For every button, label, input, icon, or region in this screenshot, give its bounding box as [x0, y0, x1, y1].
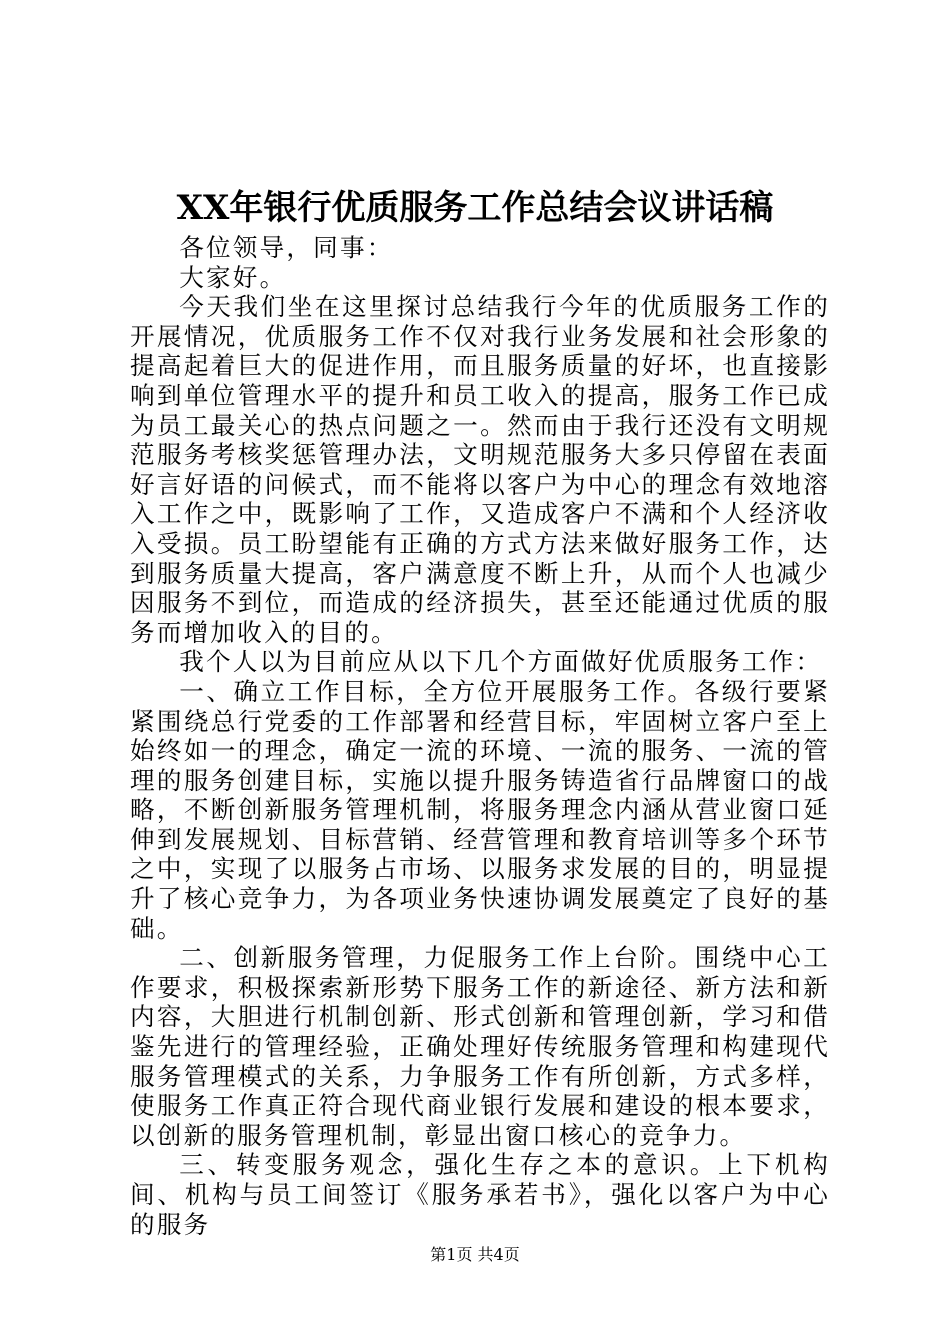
document-title: XX年银行优质服务工作总结会议讲话稿 [176, 188, 774, 228]
paragraph-point-3: 三、转变服务观念，强化生存之本的意识。上下机构间、机构与员工间签订《服务承若书》，强化以客户为中心的服务 [130, 1150, 830, 1239]
document-body [130, 233, 830, 1239]
greeting: 大家好。 [179, 262, 287, 292]
paragraph-intro: 今天我们坐在这里探讨总结我行今年的优质服务工作的开展情况，优质服务工作不仅对我行业务发展和社会形象的提高起着巨大的促进作用，而且服务质量的好坏，也直接影响到单位管理水平的提升和员工收入的提高，服务工作已成为员工最关心的热点问题之一。然而由于我行还没有文明规范服务考核奖惩管理办法，文明规范服务大多只停留在表面好言好语的问候式，而不能将以客户为中心的理念有效地溶入工作之中，既影响了工作，又造成客户不满和个人经济收入受损。员工盼望能有正确的方式方法来做好服务工作，达到服务质量大提高，客户满意度不断上升，从而个人也减少因服务不到位，而造成的经济损失，甚至还能通过优质的服务而增加收入的目的。 [130, 292, 830, 647]
paragraph-point-1: 一、确立工作目标，全方位开展服务工作。各级行要紧紧围绕总行党委的工作部署和经营目标，牢固树立客户至上始终如一的理念，确定一流的环境、一流的服务、一流的管理的服务创建目标，实施以提升服务铸造省行品牌窗口的战略，不断创新服务管理机制，将服务理念内涵从营业窗口延伸到发展规划、目标营销、经营管理和教育培训等多个环节之中，实现了以服务占市场、以服务求发展的目的，明显提升了核心竞争力，为各项业务快速协调发展奠定了良好的基础。 [130, 676, 830, 943]
paragraph-point-2: 二、创新服务管理，力促服务工作上台阶。围绕中心工作要求，积极探索新形势下服务工作的新途径、新方法和新内容，大胆进行机制创新、形式创新和管理创新，学习和借鉴先进行的管理经验，正确处理好传统服务管理和构建现代服务管理模式的关系，力争服务工作有所创新，方式多样，使服务工作真正符合现代商业银行发展和建设的根本要求，以创新的服务管理机制，彰显出窗口核心的竞争力。 [130, 943, 830, 1150]
page-footer: 第1页 共4页 [430, 1245, 520, 1264]
salutation: 各位领导，同事： [179, 233, 394, 262]
paragraph-overview: 我个人以为目前应从以下几个方面做好优质服务工作： [179, 647, 823, 677]
